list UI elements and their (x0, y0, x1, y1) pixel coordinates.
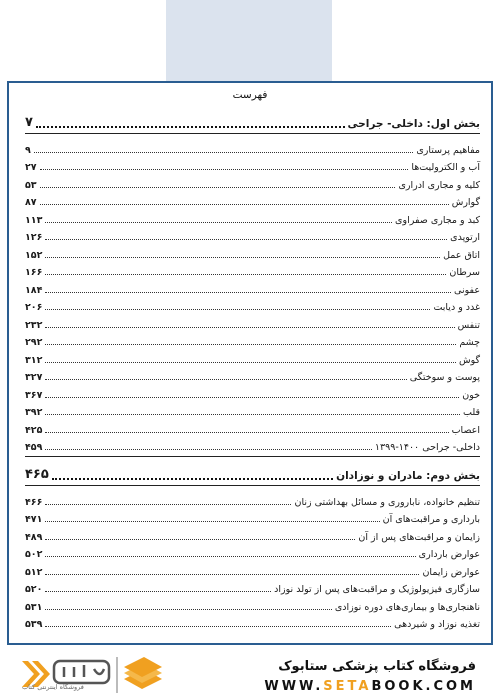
toc-entry-title: تنظیم خانواده، ناباروری و مسائل بهداشتی زنان (294, 496, 480, 508)
toc-page-number: ۲۳۲ (25, 319, 43, 331)
toc-entry-title: بارداری و مراقبت‌های آن (382, 514, 480, 525)
toc-entry-title: خون (462, 389, 480, 401)
dot-leader (45, 257, 440, 258)
logo-subtitle: فروشگاه اینترنتی کتاب (22, 683, 84, 691)
toc-entry-title: عوارض زایمان (422, 566, 480, 578)
toc-page-number: ۹ (25, 144, 31, 156)
dot-leader (45, 591, 271, 592)
top-tab-background (166, 0, 332, 81)
dot-leader (45, 309, 430, 310)
toc-row (25, 490, 480, 508)
dot-leader (45, 362, 456, 363)
dot-leader (52, 478, 333, 480)
toc-entry-title: گوش (458, 354, 480, 366)
toc-entry-title: آب و الکترولیت‌ها (411, 162, 480, 173)
toc-row (25, 613, 480, 631)
book-stack-icon (124, 657, 162, 689)
toc-page-number: ۳۹۲ (25, 407, 43, 418)
dot-leader (45, 574, 419, 575)
toc-page-number: ۵۰۲ (25, 549, 43, 560)
toc-page-number: ۳۱۲ (25, 354, 43, 366)
toc-page-number: ۱۱۳ (25, 214, 43, 226)
toc-page-number: ۴۶۵ (25, 467, 49, 482)
toc-entry-title: اعصاب (451, 424, 480, 436)
toc-page-number: ۱۶۶ (25, 267, 43, 278)
dot-leader (45, 379, 406, 380)
dot-leader (45, 504, 291, 505)
page-title: فهرست (232, 89, 268, 101)
toc-row (25, 595, 480, 613)
toc-page-number: ۵۲۰ (25, 584, 43, 595)
dot-leader (45, 626, 391, 627)
store-name: فروشگاه کتاب پزشکی ستابوک (278, 659, 476, 674)
toc-page-number: ۳۶۷ (25, 389, 43, 401)
toc-entry-title: ناهنجاری‌ها و بیماری‌های دوره نوزادی (334, 601, 480, 613)
toc-row (25, 138, 480, 156)
toc-entry-title: سازگاری فیزیولوژیک و مراقبت‌های پس از تولد نوزاد (274, 584, 480, 595)
toc-row (25, 156, 480, 174)
toc-row (25, 418, 480, 436)
toc-row (25, 508, 480, 526)
toc-entry-title: قلب (462, 407, 480, 418)
toc-entry-title: گوارش (451, 197, 480, 208)
dot-leader (45, 327, 454, 328)
toc-row (25, 383, 480, 401)
dot-leader (45, 432, 448, 433)
url-suffix: BOOK.COM (371, 679, 476, 694)
toc-page-number: ۳۲۷ (25, 372, 43, 383)
url-prefix: WWW. (264, 679, 324, 694)
toc-section-row (25, 109, 480, 134)
toc-entry-title: سرطان (449, 267, 480, 278)
dot-leader (45, 609, 331, 610)
dot-leader (45, 239, 447, 240)
toc-page-number: ۴۸۹ (25, 531, 43, 543)
toc-entry-title: بخش اول: داخلی- جراحی (347, 118, 480, 130)
dot-leader (45, 274, 446, 275)
toc-entry-title: عفونی (454, 284, 480, 296)
toc-section-row (25, 456, 480, 486)
toc-entry-title: اتاق عمل (443, 249, 480, 261)
toc-row (25, 436, 480, 454)
toc-entry-title: زایمان و مراقبت‌های پس از آن (358, 531, 480, 543)
toc-row (25, 278, 480, 296)
dot-leader (45, 397, 459, 398)
toc-row (25, 313, 480, 331)
toc-row (25, 401, 480, 419)
toc-page-number: ۴۲۵ (25, 424, 43, 436)
dot-leader (45, 449, 371, 450)
toc-row (25, 296, 480, 314)
toc-row (25, 331, 480, 349)
toc-row (25, 243, 480, 261)
toc-entry-title: مفاهیم پرستاری (416, 144, 480, 156)
toc-page-number: ۲۷ (25, 162, 37, 173)
toc-page-number: ۲۰۶ (25, 302, 43, 313)
dot-leader (45, 539, 355, 540)
dot-leader (45, 414, 460, 415)
dot-leader (45, 556, 415, 557)
dot-leader (40, 169, 409, 170)
toc-entry-title: عوارض بارداری (418, 549, 480, 560)
toc-entry-title: غدد و دیابت (433, 302, 480, 313)
dot-leader (34, 152, 414, 153)
toc-row (25, 348, 480, 366)
toc-row (25, 578, 480, 596)
dot-leader (45, 292, 451, 293)
dot-leader (45, 222, 392, 223)
toc-entry-title: چشم (459, 337, 480, 348)
toc-entry-title: بخش دوم: مادران و نوزادان (336, 470, 480, 482)
store-url[interactable] (264, 679, 476, 694)
toc-page-number: ۱۲۶ (25, 232, 43, 243)
document-page (7, 81, 493, 645)
dot-leader (36, 126, 345, 128)
dot-leader (40, 187, 396, 188)
toc-page-number: ۸۷ (25, 197, 37, 208)
toc-page-number: ۵۳۱ (25, 601, 43, 613)
toc-entry-title: تغذیه نوزاد و شیردهی (394, 619, 480, 630)
toc-row (25, 366, 480, 384)
toc-row (25, 208, 480, 226)
toc-entry-title: تنفس (457, 319, 480, 331)
toc-entry-title: پوست و سوختگی (409, 372, 480, 383)
toc-row (25, 543, 480, 561)
setabook-logo (16, 649, 166, 699)
toc-row (25, 525, 480, 543)
toc-page-number: ۵۱۲ (25, 566, 43, 578)
toc-row (25, 261, 480, 279)
dot-leader (40, 204, 449, 205)
toc-page-number: ۴۶۶ (25, 496, 43, 508)
toc-page-number: ۵۳۹ (25, 619, 43, 630)
toc-row (25, 560, 480, 578)
toc-page-number: ۵۳ (25, 179, 37, 191)
toc-page-number: ۷ (25, 115, 33, 130)
toc-page-number: ۱۸۴ (25, 284, 43, 296)
toc-page-number: ۴۵۹ (25, 442, 43, 453)
toc-entry-title: کبد و مجاری صفراوی (395, 214, 480, 226)
toc-row (25, 226, 480, 244)
toc-page-number: ۲۹۲ (25, 337, 43, 348)
toc-entry-title: کلیه و مجاری ادراری (398, 179, 480, 191)
dot-leader (45, 344, 456, 345)
toc-row (25, 191, 480, 209)
toc-page-number: ۱۵۲ (25, 249, 43, 261)
toc-page-number: ۴۷۱ (25, 514, 43, 525)
table-of-contents (25, 109, 480, 630)
dot-leader (45, 521, 379, 522)
toc-entry-title: داخلی- جراحی ۱۴۰۰-۱۳۹۹ (374, 442, 480, 453)
toc-row (25, 173, 480, 191)
url-highlight: SETA (323, 679, 372, 694)
toc-entry-title: ارتوپدی (450, 232, 480, 243)
store-footer (0, 645, 500, 700)
